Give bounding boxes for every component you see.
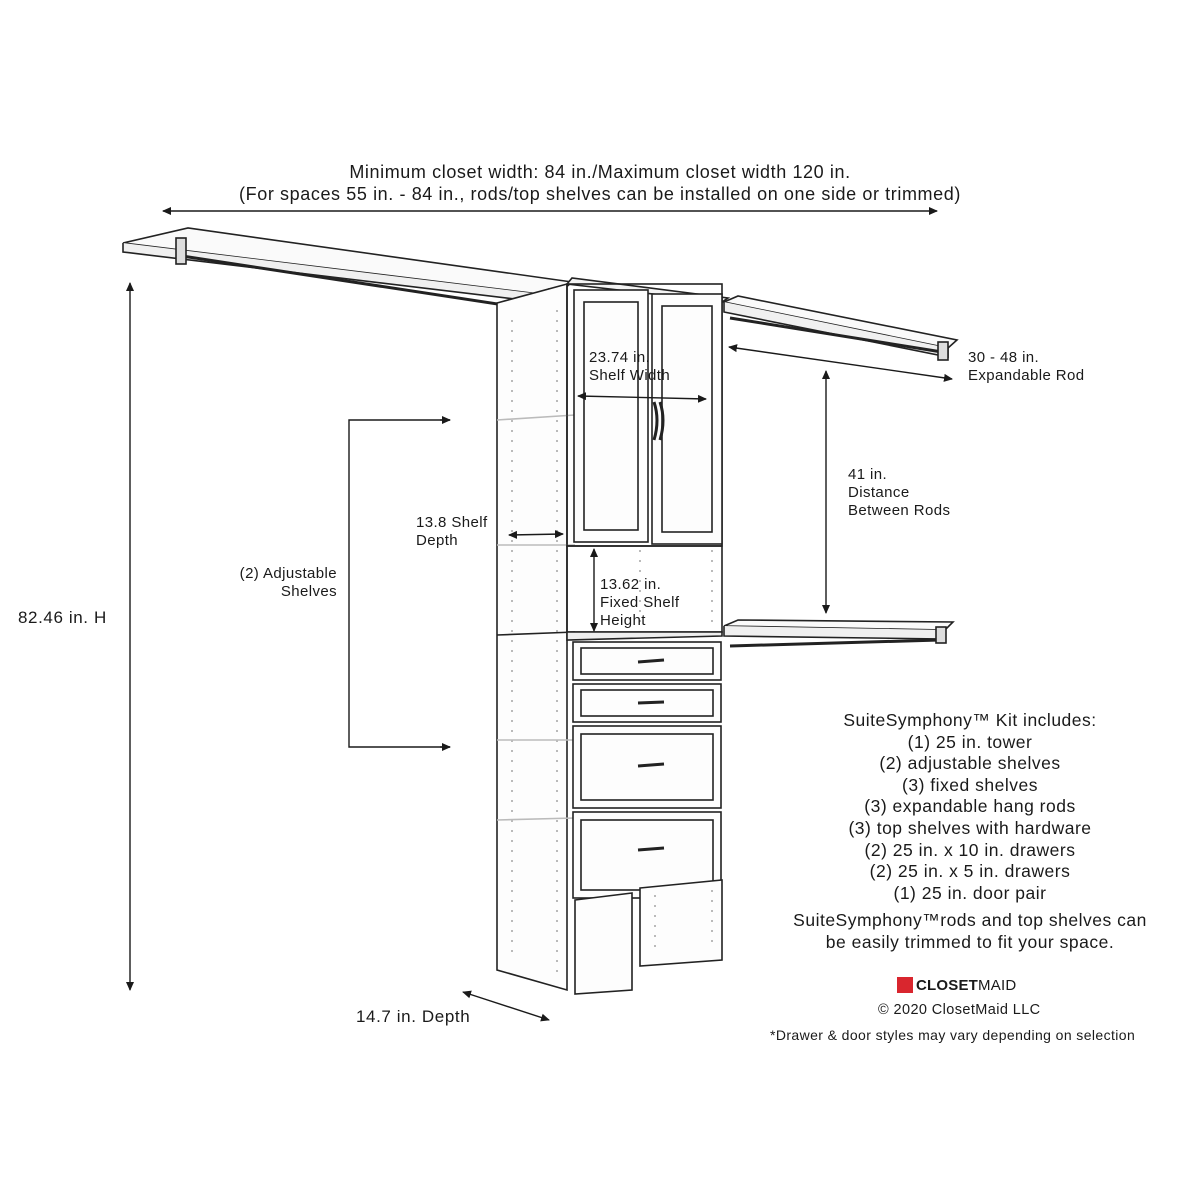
disclaimer: *Drawer & door styles may vary depending on selection xyxy=(770,1027,1136,1043)
depth-label: 14.7 in. Depth xyxy=(356,1007,471,1026)
shelf-width-label: Shelf Width xyxy=(589,367,671,384)
kit-item: (2) 25 in. x 10 in. drawers xyxy=(864,839,1076,860)
adjustable-shelves-line-2: Shelves xyxy=(280,583,337,600)
tower-side-panel xyxy=(497,284,575,990)
kit-note-line-1: SuiteSymphony™rods and top shelves can xyxy=(793,910,1147,931)
tower-cabinet xyxy=(567,278,728,546)
closetmaid-logo xyxy=(897,976,1016,994)
depth-dimension-line xyxy=(463,992,549,1020)
kit-item: (2) 25 in. x 5 in. drawers xyxy=(869,861,1071,882)
rods-distance-line-3: Between Rods xyxy=(848,502,951,519)
kit-item: (2) adjustable shelves xyxy=(879,753,1061,774)
kit-item: (3) expandable hang rods xyxy=(864,796,1076,817)
kit-item: (1) 25 in. tower xyxy=(907,731,1033,752)
lower-shelf-right xyxy=(724,620,953,646)
adjustable-shelves-bracket xyxy=(349,420,450,747)
shelf-width-value: 23.74 in. xyxy=(589,349,651,366)
shelf-depth-line xyxy=(509,534,563,535)
logo-wordmark: CLOSETMAID xyxy=(916,976,1017,994)
kit-item: (3) top shelves with hardware xyxy=(848,817,1092,838)
copyright: © 2020 ClosetMaid LLC xyxy=(878,1002,1041,1018)
rod-length-line-2: Expandable Rod xyxy=(968,367,1085,384)
header-line-2: (For spaces 55 in. - 84 in., rods/top shelves can be installed on one side or trimmed) xyxy=(239,184,961,204)
fixed-shelf-line-1: 13.62 in. xyxy=(600,576,662,593)
height-label: 82.46 in. H xyxy=(18,608,107,627)
kit-item: (3) fixed shelves xyxy=(902,774,1038,795)
fixed-shelf-line-2: Fixed Shelf xyxy=(600,594,680,611)
kit-contents xyxy=(760,710,1180,954)
rods-distance-line-1: 41 in. xyxy=(848,466,888,483)
shelf-depth-line-1: 13.8 Shelf xyxy=(416,514,488,531)
adjustable-shelves-line-1: (2) Adjustable xyxy=(239,565,337,582)
fixed-shelf-line-3: Height xyxy=(600,612,646,629)
shelf-depth-line-2: Depth xyxy=(416,532,459,549)
kit-title: SuiteSymphony™ Kit includes: xyxy=(843,710,1097,730)
top-shelf-right xyxy=(724,296,957,360)
kit-item: (1) 25 in. door pair xyxy=(893,882,1047,903)
rod-length-line-1: 30 - 48 in. xyxy=(968,349,1040,366)
header-line-1: Minimum closet width: 84 in./Maximum closet width 120 in. xyxy=(349,162,851,182)
logo-mark-icon xyxy=(897,977,913,993)
kit-note-line-2: be easily trimmed to fit your space. xyxy=(825,931,1115,952)
rods-distance-line-2: Distance xyxy=(848,484,910,501)
